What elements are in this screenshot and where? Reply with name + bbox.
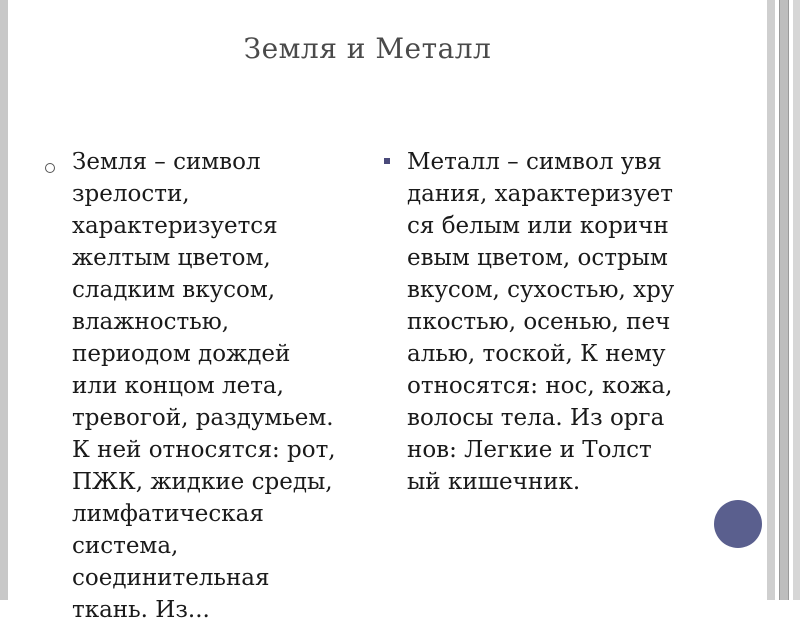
text-line: относятся: нос, кожа, (407, 373, 673, 399)
text-line: тревогой, раздумьем. (72, 405, 334, 431)
text-line: нов: Легкие и Толст (407, 437, 652, 463)
text-line: ся белым или коричн (407, 213, 669, 239)
slide-nav-dot-button[interactable] (714, 500, 762, 548)
text-line: соединительная (72, 565, 270, 591)
text-line: или концом лета, (72, 373, 284, 399)
left-border-decoration (0, 0, 8, 600)
text-line: пкостью, осенью, печ (407, 309, 671, 335)
text-line: характеризуется (72, 213, 278, 239)
text-line: вкусом, сухостью, хру (407, 277, 675, 303)
right-column-text (407, 146, 697, 498)
right-border-decoration-far (793, 0, 800, 600)
text-line: периодом дождей (72, 341, 291, 367)
text-line: Земля – символ (72, 149, 261, 175)
square-bullet-icon (384, 158, 390, 164)
right-border-decoration-inner (779, 0, 789, 600)
circle-bullet-icon (45, 163, 55, 173)
text-line: ПЖК, жидкие среды, (72, 469, 333, 495)
right-border-decoration-outer (767, 0, 775, 600)
text-line: влажностью, (72, 309, 230, 335)
text-line: система, (72, 533, 179, 559)
text-line: желтым цветом, (72, 245, 271, 271)
text-line: К ней относятся: рот, (72, 437, 336, 463)
text-line: ый кишечник. (407, 469, 581, 495)
text-line: зрелости, (72, 181, 190, 207)
text-line: сладким вкусом, (72, 277, 276, 303)
text-line: ткань. Из... (72, 597, 210, 623)
left-column-text (72, 146, 357, 626)
text-line: волосы тела. Из орга (407, 405, 665, 431)
text-line: евым цветом, острым (407, 245, 668, 271)
text-line: Металл – символ увя (407, 149, 662, 175)
slide-title: Земля и Металл (243, 32, 492, 65)
text-line: дания, характеризует (407, 181, 673, 207)
text-line: алью, тоской, К нему (407, 341, 666, 367)
text-line: лимфатическая (72, 501, 264, 527)
